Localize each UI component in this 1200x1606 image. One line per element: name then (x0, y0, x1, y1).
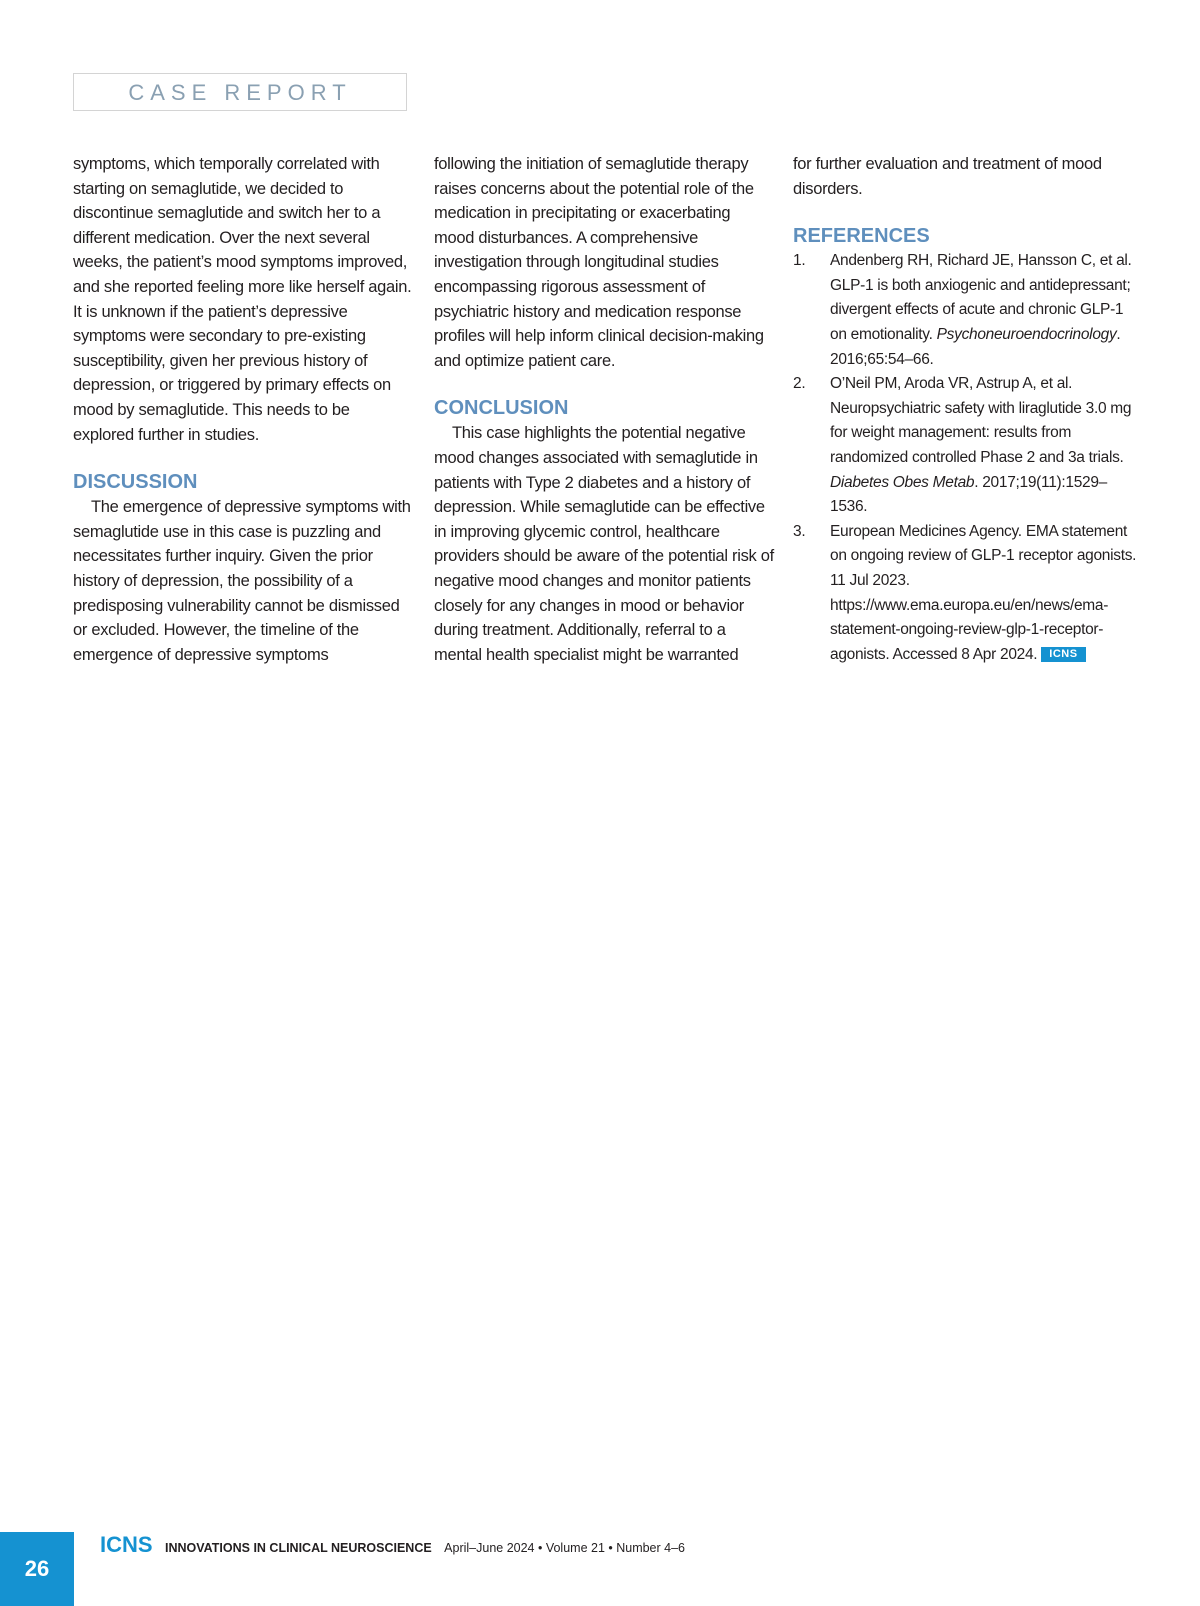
conclusion-heading: CONCLUSION (434, 397, 569, 420)
reference-text: European Medicines Agency. EMA statement on ongoing review of GLP-1 receptor agonists. 11 Jul 2023. https://www.ema.europa.eu/en/news/ema-statement-ongoing-review-glp-1-receptor-agonists. Accessed 8 Apr 2024. (830, 522, 1137, 663)
column-1 (73, 152, 413, 667)
body-paragraph: This case highlights the potential negative mood changes associated with semaglutide in patients with Type 2 diabetes and a history of depression. While semaglutide can be effective in improving glycemic control, healthcare providers should be aware of the potential risk of negative mood changes and monitor patients closely for any changes in mood or behavior during treatment. Additionally, referral to a mental health specialist might be warranted (434, 424, 774, 664)
reference-item (793, 249, 1138, 372)
reference-list (793, 249, 1138, 667)
body-paragraph: for further evaluation and treatment of mood disorders. (793, 155, 1102, 198)
reference-item (793, 520, 1138, 668)
reference-tail: . 2016;65:54–66. (830, 325, 1121, 368)
reference-text: Andenberg RH, Richard JE, Hansson C, et al. GLP-1 is both anxiogenic and antidepressant; divergent effects of acute and chronic GLP-1 on emotionality. (830, 252, 1132, 343)
page-number: 26 (24, 1556, 50, 1581)
footer (100, 1532, 685, 1558)
reference-journal: Diabetes Obes Metab (830, 473, 975, 491)
reference-tail: . 2017;19(11):1529–1536. (830, 473, 1107, 516)
body-paragraph: following the initiation of semaglutide therapy raises concerns about the potential role of the medication in precipitating or exacerbating mood disturbances. A comprehensive investigation through longitudinal studies encompassing rigorous assessment of psychiatric history and medication response profiles will help inform clinical decision-making and optimize patient care. (434, 155, 764, 370)
issue-info: April–June 2024 • Volume 21 • Number 4–6 (444, 1541, 686, 1555)
column-2 (434, 152, 774, 667)
reference-number: 3. (793, 522, 806, 540)
journal-logo: ICNS (100, 1532, 153, 1557)
reference-journal: Psychoneuroendocrinology (936, 325, 1117, 343)
section-label: CASE REPORT (73, 73, 407, 111)
references-heading: REFERENCES (793, 225, 930, 248)
body-paragraph: symptoms, which temporally correlated with starting on semaglutide, we decided to discontinue semaglutide and switch her to a different medication. Over the next several weeks, the patient’s mood symptoms improved, and she reported feeling more like herself again. It is unknown if the patient’s depressive symptoms were secondary to pre-existing susceptibility, given her previous history of depression, or triggered by primary effects on mood by semaglutide. This needs to be explored further in studies. (73, 155, 412, 444)
discussion-heading: DISCUSSION (73, 471, 198, 494)
page-number-box (0, 1532, 74, 1606)
column-3 (793, 152, 1138, 667)
reference-item (793, 372, 1138, 520)
reference-number: 2. (793, 375, 806, 393)
reference-number: 1. (793, 252, 806, 270)
body-paragraph: The emergence of depressive symptoms with semaglutide use in this case is puzzling and necessitates further inquiry. Given the prior history of depression, the possibility of a predisposing vulnerability cannot be dismissed or excluded. However, the timeline of the emergence of depressive symptoms (73, 498, 411, 664)
reference-text: O’Neil PM, Aroda VR, Astrup A, et al. Neuropsychiatric safety with liraglutide 3.0 mg for weight management: results from randomized controlled Phase 2 and 3a trials. (830, 375, 1132, 466)
journal-name: INNOVATIONS IN CLINICAL NEUROSCIENCE (165, 1541, 432, 1555)
end-of-article-badge: ICNS (1041, 647, 1085, 662)
